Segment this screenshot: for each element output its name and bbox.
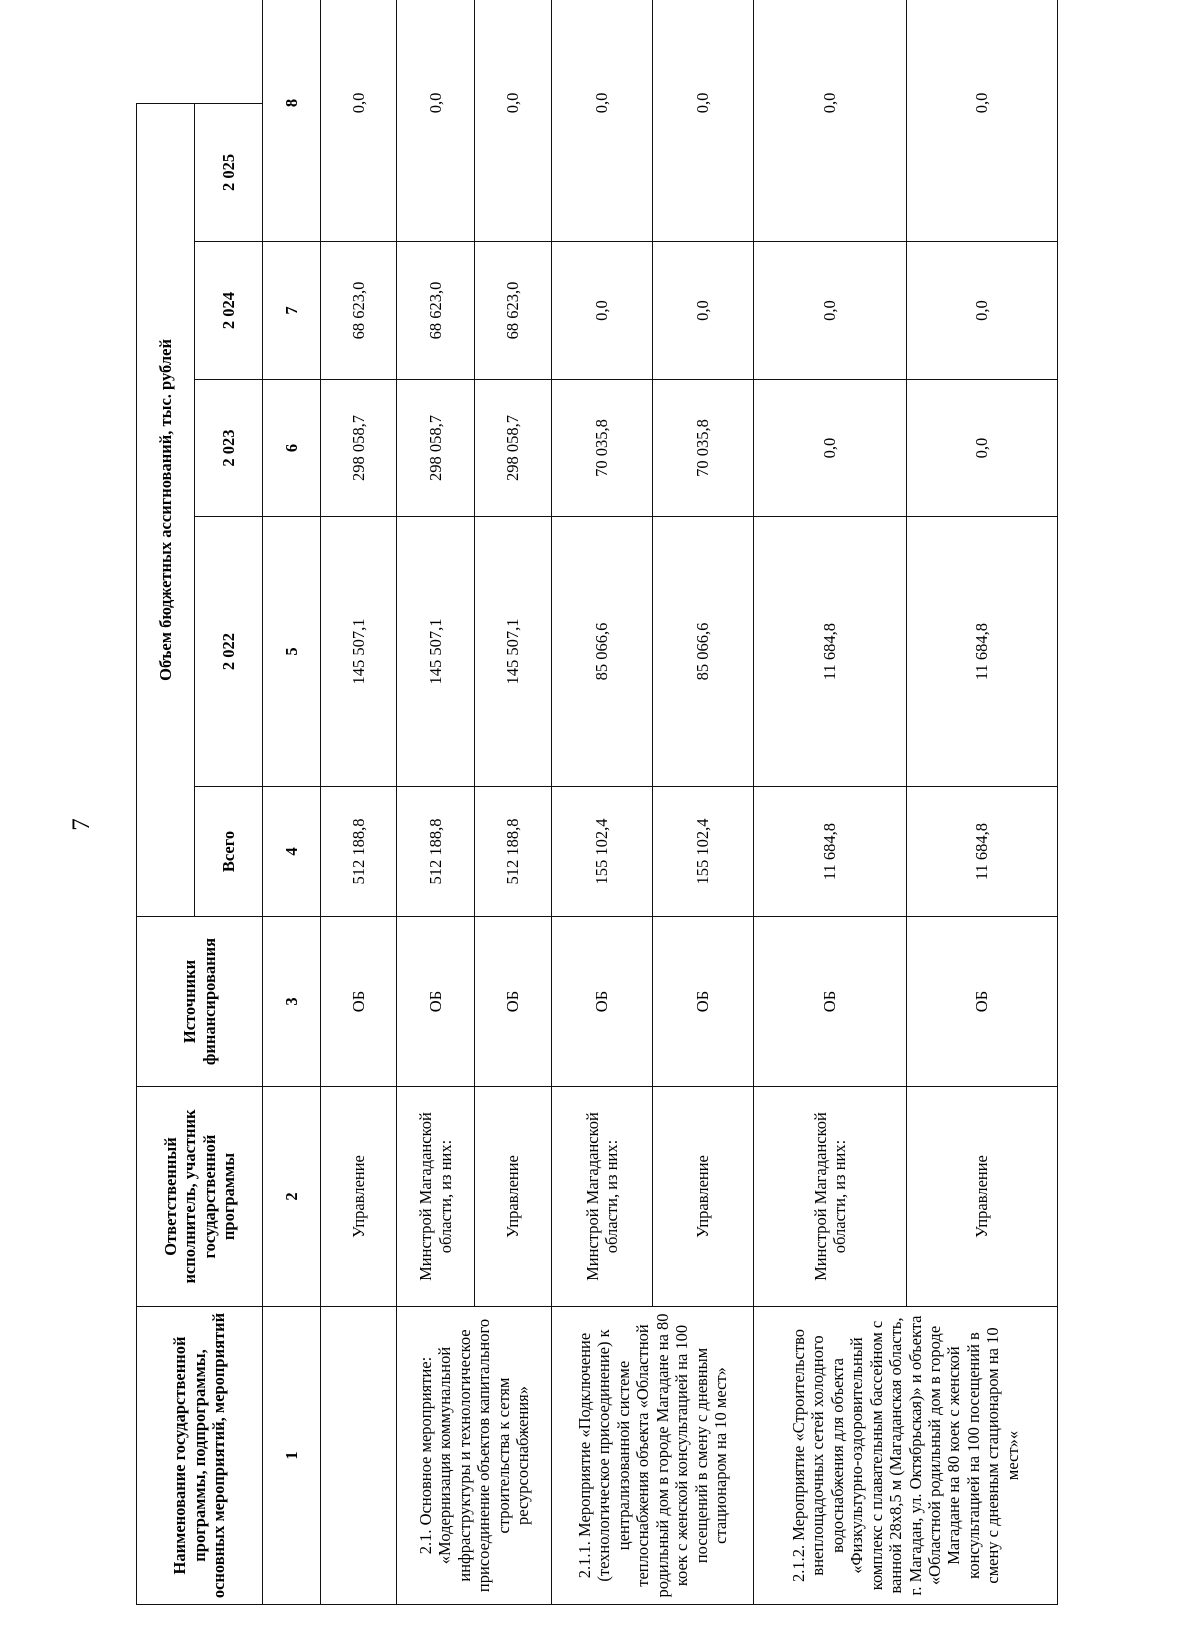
row-2025: 0,0 (320, 0, 397, 242)
column-number: 6 (263, 380, 321, 517)
column-number-row (263, 0, 321, 1605)
row-name: 2.1. Основное мероприятие: «Модернизация коммунальной инфраструктуры и технологическое присоединение объектов капитального строительства к сетям ресурсоснабжения» (397, 1307, 552, 1605)
row-2025: 0,0 (397, 0, 475, 242)
row-source: ОБ (552, 917, 652, 1087)
row-2023: 0,0 (907, 380, 1058, 517)
row-total: 155 102,4 (552, 787, 652, 917)
row-2022: 11 684,8 (907, 517, 1058, 787)
budget-allocation-table (136, 0, 1058, 1605)
row-2024: 0,0 (552, 242, 652, 380)
row-2023: 298 058,7 (474, 380, 552, 517)
row-2025: 0,0 (754, 0, 907, 242)
row-total: 512 188,8 (320, 787, 397, 917)
row-2023: 0,0 (754, 380, 907, 517)
row-source: ОБ (652, 917, 753, 1087)
table-row (397, 0, 475, 1605)
row-2022: 145 507,1 (397, 517, 475, 787)
row-source: ОБ (397, 917, 475, 1087)
row-2024: 68 623,0 (320, 242, 397, 380)
row-2024: 0,0 (652, 242, 753, 380)
row-total: 512 188,8 (474, 787, 552, 917)
row-executor: Управление (907, 1087, 1058, 1307)
row-name: 2.1.2. Мероприятие «Строительство внеплощадочных сетей холодного водоснабжения для объекта «Физкультурно-оздоровительный комплекс с плавательным бассейном с ванной 28х8,5 м (Магаданская область, г. Магадан, ул. Октябрьская)» и объекта «Областной родильный дом в городе Магадане на 80 коек с женской консультацией на 100 посещений в смену с дневным стационаром на 10 мест»« (754, 1307, 1058, 1605)
header-year-2023: 2 023 (195, 380, 263, 517)
column-number: 4 (263, 787, 321, 917)
row-source: ОБ (907, 917, 1058, 1087)
row-2022: 145 507,1 (474, 517, 552, 787)
header-executor: Ответственный исполнитель, участник государственной программы (137, 1087, 263, 1307)
row-executor: Минстрой Магаданской области, из них: (552, 1087, 652, 1307)
header-funding-source: Источники финансирования (137, 917, 263, 1087)
column-number: 7 (263, 242, 321, 380)
row-2023: 298 058,7 (320, 380, 397, 517)
row-2024: 68 623,0 (397, 242, 475, 380)
row-2025: 0,0 (907, 0, 1058, 242)
row-executor: Управление (320, 1087, 397, 1307)
row-executor: Управление (474, 1087, 552, 1307)
row-2024: 0,0 (907, 242, 1058, 380)
row-executor: Минстрой Магаданской области, из них: (754, 1087, 907, 1307)
row-2024: 0,0 (754, 242, 907, 380)
row-2022: 11 684,8 (754, 517, 907, 787)
column-number: 5 (263, 517, 321, 787)
row-2025: 0,0 (474, 0, 552, 242)
row-2022: 145 507,1 (320, 517, 397, 787)
header-year-2022: 2 022 (195, 517, 263, 787)
column-number: 2 (263, 1087, 321, 1307)
row-source: ОБ (320, 917, 397, 1087)
row-total: 11 684,8 (754, 787, 907, 917)
row-2023: 70 035,8 (652, 380, 753, 517)
row-executor: Минстрой Магаданской области, из них: (397, 1087, 475, 1307)
table-row (320, 0, 397, 1605)
column-number: 1 (263, 1307, 321, 1605)
header-program-name: Наименование государственной программы, подпрограммы, основных мероприятий, мероприятий (137, 1307, 263, 1605)
row-source: ОБ (754, 917, 907, 1087)
row-total: 512 188,8 (397, 787, 475, 917)
row-total: 11 684,8 (907, 787, 1058, 917)
header-total: Всего (195, 787, 263, 917)
row-name (320, 1307, 397, 1605)
row-2023: 70 035,8 (552, 380, 652, 517)
row-2022: 85 066,6 (552, 517, 652, 787)
row-2025: 0,0 (552, 0, 652, 242)
table-row (754, 0, 907, 1605)
row-name: 2.1.1. Мероприятие «Подключение (технологическое присоединение) к централизованной системе теплоснабжения объекта «Областной родильный дом в городе Магадане на 80 коек с женской консультацией на 100 посещений в смену с дневным стационаром на 10 мест» (552, 1307, 754, 1605)
row-executor: Управление (652, 1087, 753, 1307)
row-2023: 298 058,7 (397, 380, 475, 517)
header-budget-volume: Объем бюджетных ассигнований, тыс. рублей (137, 103, 195, 916)
rotated-page-content (136, 35, 1058, 1605)
row-2024: 68 623,0 (474, 242, 552, 380)
row-source: ОБ (474, 917, 552, 1087)
header-year-2025: 2 025 (195, 103, 263, 241)
column-number: 3 (263, 917, 321, 1087)
row-2025: 0,0 (652, 0, 753, 242)
row-total: 155 102,4 (652, 787, 753, 917)
table-row (552, 0, 652, 1605)
header-row-1 (137, 0, 195, 1605)
column-number: 8 (263, 0, 321, 242)
header-year-2024: 2 024 (195, 242, 263, 380)
header-empty-cell (137, 0, 195, 103)
page-number: 7 (67, 818, 95, 831)
row-2022: 85 066,6 (652, 517, 753, 787)
